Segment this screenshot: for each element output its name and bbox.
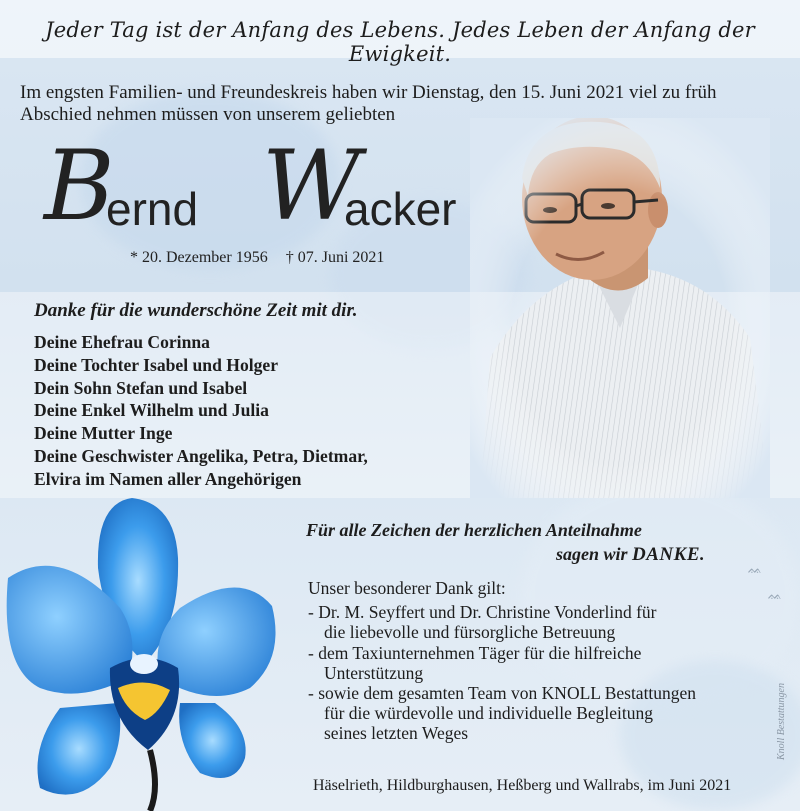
first-name-initial: B — [44, 130, 115, 242]
butterfly-icon: ᨐ — [748, 562, 763, 576]
last-name-rest: acker — [344, 183, 457, 235]
thanks-item — [308, 683, 696, 744]
thanks-item-line: Unterstützung — [324, 662, 424, 683]
family-line: Deine Ehefrau Corinna — [34, 332, 210, 352]
last-name-initial: W — [262, 130, 361, 242]
danke-emphasis: DANKE — [632, 544, 700, 565]
first-name-rest: ernd — [106, 183, 199, 235]
family-line: Deine Mutter Inge — [34, 423, 173, 444]
family-line: Deine Tochter Isabel und Holger — [34, 354, 279, 375]
credit-watermark — [776, 640, 786, 760]
family-line: Deine Enkel Wilhelm und Julia — [34, 400, 269, 421]
birth-date: * 20. Dezember 1956 — [130, 249, 268, 266]
thanks-item-line: - Dr. M. Seyffert und Dr. Christine Vonderlind für — [308, 602, 657, 623]
family-line: Elvira im Namen aller Angehörigen — [34, 468, 302, 489]
orchid-image — [0, 488, 290, 811]
thanks-item-line: seines letzten Weges — [324, 723, 469, 744]
anteilnahme-line: Für alle Zeichen der herzlichen Anteilnahme — [306, 520, 642, 540]
danke-prefix: sagen wir — [556, 544, 633, 564]
butterfly-icon: ᨐ — [768, 588, 783, 602]
deceased-name — [44, 130, 504, 248]
special-thanks-heading: Unser besonderer Dank gilt: — [308, 578, 506, 598]
intro-line: Abschied nehmen müssen von unserem geliebten — [20, 104, 396, 125]
portrait-photo — [470, 118, 770, 498]
thanks-item — [308, 602, 696, 642]
family-line: Deine Geschwister Angelika, Petra, Dietmar, — [34, 445, 368, 466]
place-date: Häselrieth, Hildburghausen, Heßberg und Wallrabs, im Juni 2021 — [313, 777, 732, 794]
special-thanks — [308, 578, 696, 744]
danke-suffix: . — [700, 544, 705, 564]
thanks-item — [308, 643, 696, 683]
thanks-heading: Danke für die wunderschöne Zeit mit dir. — [34, 300, 358, 321]
motto-text: Jeder Tag ist der Anfang des Lebens. Jedes Leben der Anfang der Ewigkeit. — [45, 18, 755, 66]
thanks-item-line: für die würdevolle und individuelle Begleitung — [324, 703, 654, 724]
thanks-item-line: - sowie dem gesamten Team von KNOLL Bestattungen — [308, 683, 697, 704]
thanks-item-line: die liebevolle und fürsorgliche Betreuung — [324, 622, 616, 643]
death-date: † 07. Juni 2021 — [285, 249, 385, 266]
family-line: Dein Sohn Stefan und Isabel — [34, 377, 248, 398]
thanks-item-line: - dem Taxiunternehmen Täger für die hilfreiche — [308, 642, 642, 663]
danke-line — [556, 544, 705, 566]
credit-text: Knoll Bestattungen — [776, 683, 787, 760]
family-list — [34, 331, 368, 491]
life-dates — [130, 249, 398, 267]
intro-line: Im engsten Familien- und Freundeskreis haben wir Dienstag, den 15. Juni 2021 viel zu früh — [20, 82, 717, 103]
